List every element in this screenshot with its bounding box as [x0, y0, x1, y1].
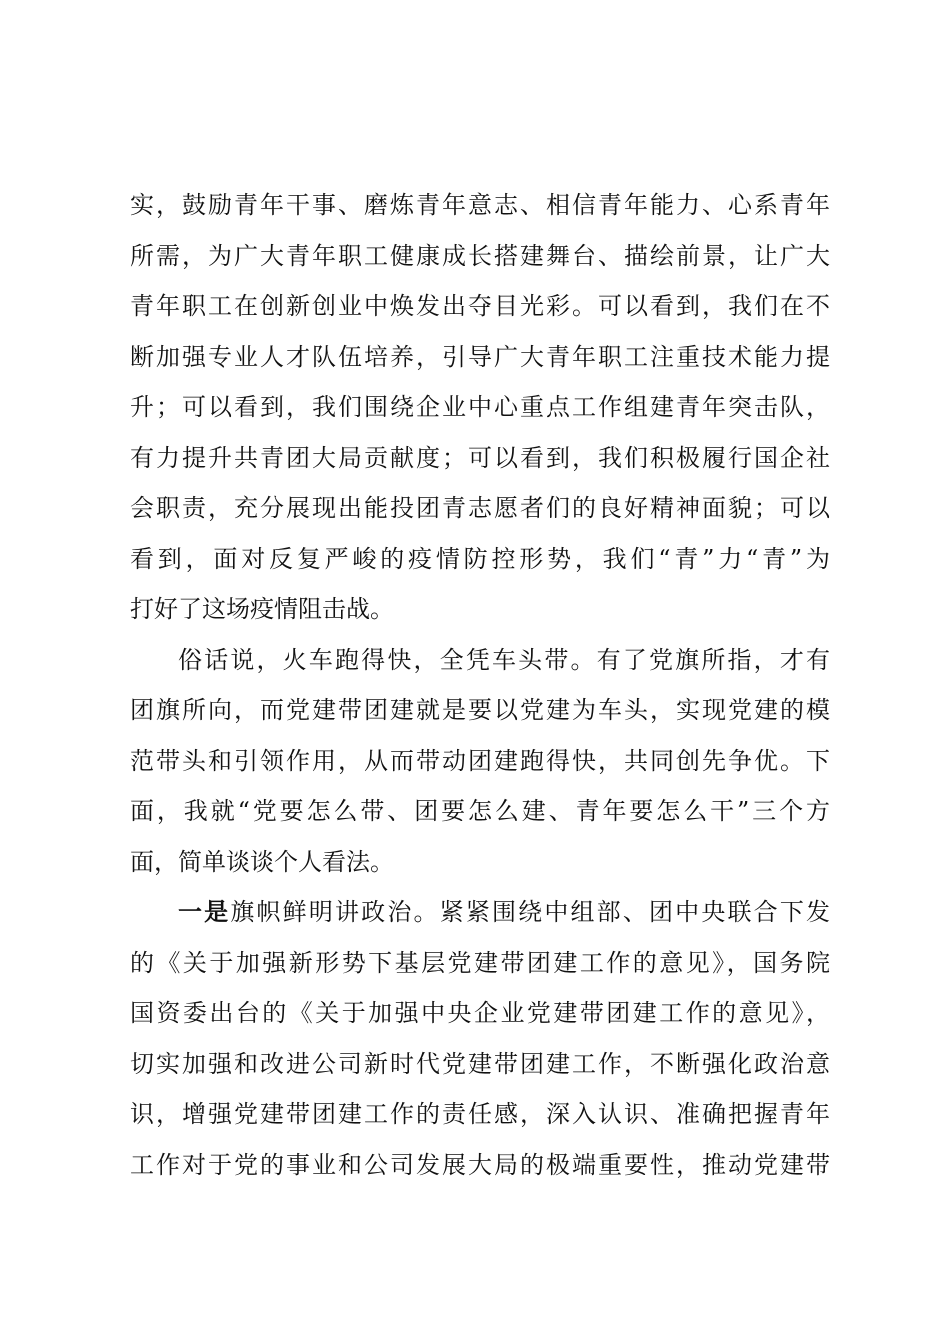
- paragraph-1-line-7: 会职责，充分展现出能投团青志愿者们的良好精神面貌；可以: [130, 494, 830, 522]
- paragraph-3-line-4: 切实加强和改进公司新时代党建带团建工作，不断强化政治意: [130, 1049, 830, 1078]
- paragraph-2-line-1: 俗话说，火车跑得快，全凭车头带。有了党旗所指，才有: [178, 645, 830, 674]
- paragraph-1-line-9: 打好了这场疫情阻击战。: [130, 595, 394, 623]
- paragraph-3-line-2: 的《关于加强新形势下基层党建带团建工作的意见》，国务院: [130, 948, 830, 977]
- paragraph-3-line-3: 国资委出台的《关于加强中央企业党建带团建工作的意见》，: [130, 999, 830, 1027]
- paragraph-3-first-line-rest: 旗帜鲜明讲政治。紧紧围绕中组部、团中央联合下发: [230, 898, 830, 926]
- paragraph-2-line-5: 面，简单谈谈个人看法。: [130, 847, 394, 876]
- paragraph-1-line-8: 看到，面对反复严峻的疫情防控形势，我们“青”力“青”为: [130, 544, 830, 573]
- paragraph-2-line-3: 范带头和引领作用，从而带动团建跑得快，共同创先争优。下: [130, 746, 830, 775]
- paragraph-2-line-4: 面，我就“党要怎么带、团要怎么建、青年要怎么干”三个方: [130, 797, 830, 825]
- paragraph-1-line-4: 断加强专业人才队伍培养，引导广大青年职工注重技术能力提: [130, 342, 830, 371]
- paragraph-1-line-3: 青年职工在创新创业中焕发出夺目光彩。可以看到，我们在不: [130, 292, 830, 320]
- paragraph-2-line-2: 团旗所向，而党建带团建就是要以党建为车头，实现党建的模: [130, 696, 830, 724]
- paragraph-1-line-5: 升；可以看到，我们围绕企业中心重点工作组建青年突击队，: [130, 393, 830, 421]
- paragraph-1-line-6: 有力提升共青团大局贡献度；可以看到，我们积极履行国企社: [130, 443, 830, 472]
- paragraph-3-line-1: [130, 887, 830, 938]
- paragraph-1-line-1: 实，鼓励青年干事、磨炼青年意志、相信青年能力、心系青年: [130, 191, 830, 219]
- paragraph-3-line-5: 识，增强党建带团建工作的责任感，深入认识、准确把握青年: [130, 1100, 830, 1128]
- paragraph-1-line-2: 所需，为广大青年职工健康成长搭建舞台、描绘前景，让广大: [130, 241, 830, 270]
- paragraph-3-line-6: 工作对于党的事业和公司发展大局的极端重要性，推动党建带: [130, 1150, 830, 1179]
- paragraph-3-lead: 一是: [178, 897, 231, 926]
- body-text: [130, 180, 830, 1190]
